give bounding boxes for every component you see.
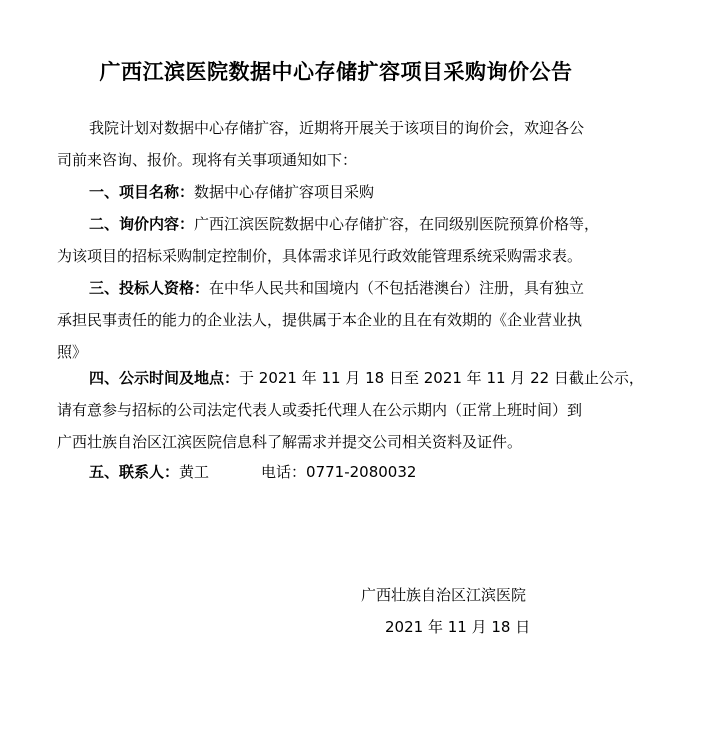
publicity-text-1: 于 2021 年 11 月 18 日至 2021 年 11 月 22 日截止公示，	[239, 369, 644, 387]
document-title: 广西江滨医院数据中心存储扩容项目采购询价公告	[99, 59, 573, 84]
signature-organization: 广西壮族自治区江滨医院	[361, 586, 527, 604]
contact-section	[57, 456, 657, 488]
project-name-value: 数据中心存储扩容项目采购	[194, 183, 375, 201]
contact-name: 黄工	[179, 463, 210, 481]
phone-label: 电话：	[261, 463, 307, 481]
project-name-line	[57, 176, 657, 208]
contact-label: 五、联系人：	[89, 463, 180, 481]
bidder-qualification-line-1	[57, 272, 657, 304]
publicity-line-1	[57, 362, 657, 394]
phone-number: 0771-2080032	[306, 463, 417, 481]
publicity-line-2: 请有意参与招标的公司法定代表人或委托代理人在公示期内（正常上班时间）到	[57, 401, 583, 419]
signature-date: 2021 年 11 月 18 日	[385, 618, 531, 636]
bidder-qualification-text-1: 在中华人民共和国境内（不包括港澳台）注册，具有独立	[209, 279, 585, 297]
inquiry-content-section	[57, 208, 657, 272]
project-name-label: 一、项目名称：	[89, 183, 195, 201]
inquiry-content-text-1: 广西江滨医院数据中心存储扩容，在同级别医院预算价格等，	[194, 215, 600, 233]
publicity-label: 四、公示时间及地点：	[89, 369, 240, 387]
project-name-section	[57, 176, 657, 208]
publicity-section	[57, 362, 657, 458]
publicity-line-3: 广西壮族自治区江滨医院信息科了解需求并提交公司相关资料及证件。	[57, 433, 523, 451]
inquiry-content-label: 二、询价内容：	[89, 215, 195, 233]
contact-line	[57, 456, 657, 488]
intro-line-1: 我院计划对数据中心存储扩容，近期将开展关于该项目的询价会，欢迎各公	[89, 119, 585, 137]
bidder-qualification-line-3: 照》	[57, 343, 88, 361]
bidder-qualification-label: 三、投标人资格：	[89, 279, 210, 297]
bidder-qualification-section	[57, 272, 657, 368]
bidder-qualification-line-2: 承担民事责任的能力的企业法人，提供属于本企业的且在有效期的《企业营业执	[57, 311, 583, 329]
inquiry-content-line-2: 为该项目的招标采购制定控制价，具体需求详见行政效能管理系统采购需求表。	[57, 247, 583, 265]
intro-line-2: 司前来咨询、报价。现将有关事项通知如下：	[57, 151, 358, 169]
intro-paragraph	[57, 112, 657, 176]
inquiry-content-line-1	[57, 208, 657, 240]
